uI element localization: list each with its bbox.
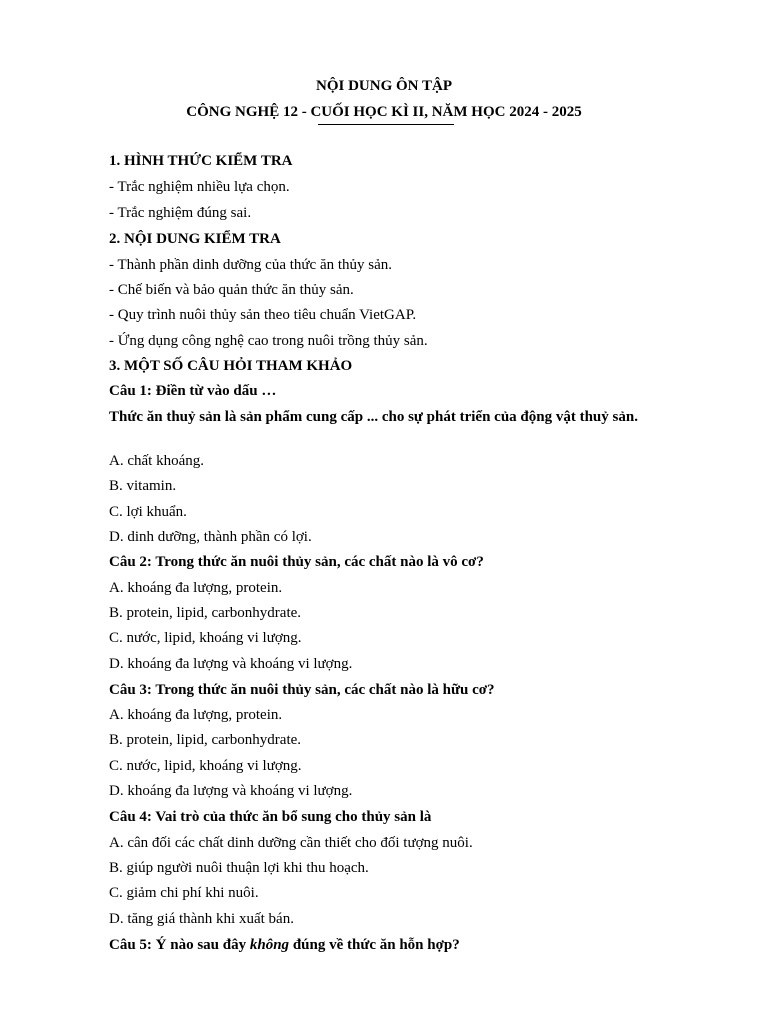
answer-option: A. cân đối các chất dinh dưỡng cần thiết cho đối tượng nuôi. [109,835,473,851]
section-heading-2: 2. NỘI DUNG KIỂM TRA [109,231,281,247]
answer-option: A. khoáng đa lượng, protein. [109,580,283,596]
list-item: - Thành phần dinh dưỡng của thức ăn thủy sản. [109,257,393,273]
question-1-title: Câu 1: Điền từ vào dấu … [109,383,277,399]
question-1-stem: Thức ăn thuỷ sản là sản phẩm cung cấp ... cho sự phát triển của động vật thuỷ sản. [109,409,638,425]
answer-option: C. nước, lipid, khoáng vi lượng. [109,630,302,646]
list-item: - Trắc nghiệm nhiều lựa chọn. [109,179,290,195]
answer-option: B. protein, lipid, carbonhydrate. [109,605,302,621]
answer-option: A. chất khoáng. [109,453,204,469]
list-item: - Quy trình nuôi thủy sản theo tiêu chuẩn VietGAP. [109,307,417,323]
list-item: - Chế biến và bảo quản thức ăn thủy sản. [109,282,354,298]
answer-option: B. vitamin. [109,478,177,494]
list-item: - Ứng dụng công nghệ cao trong nuôi trồng thủy sản. [109,333,428,349]
document-subtitle: CÔNG NGHỆ 12 - CUỐI HỌC KÌ II, NĂM HỌC 2024 - 2025 [186,104,582,120]
question-5-title [109,936,460,954]
answer-option: D. tăng giá thành khi xuất bán. [109,911,294,927]
question-3-title: Câu 3: Trong thức ăn nuôi thủy sản, các chất nào là hữu cơ? [109,682,495,698]
question-2-title: Câu 2: Trong thức ăn nuôi thủy sản, các chất nào là vô cơ? [109,554,484,570]
question-5-text-start: Câu 5: Ý nào sau đây [109,937,250,953]
question-4-title: Câu 4: Vai trò của thức ăn bổ sung cho thủy sản là [109,809,432,825]
question-5-emphasis: không [249,937,290,953]
answer-option: C. giảm chi phí khi nuôi. [109,885,259,901]
section-heading-3: 3. MỘT SỐ CÂU HỎI THAM KHẢO [109,358,353,374]
question-5-text-end: đúng về thức ăn hỗn hợp? [289,937,460,953]
answer-option: B. giúp người nuôi thuận lợi khi thu hoạch. [109,860,369,876]
section-heading-1: 1. HÌNH THỨC KIỂM TRA [109,153,293,169]
answer-option: B. protein, lipid, carbonhydrate. [109,732,302,748]
answer-option: C. nước, lipid, khoáng vi lượng. [109,758,302,774]
title-underline [318,124,454,125]
answer-option: D. dinh dưỡng, thành phần có lợi. [109,529,312,545]
answer-option: A. khoáng đa lượng, protein. [109,707,283,723]
answer-option: D. khoáng đa lượng và khoáng vi lượng. [109,656,353,672]
answer-option: C. lợi khuẩn. [109,504,187,520]
list-item: - Trắc nghiệm đúng sai. [109,205,252,221]
answer-option: D. khoáng đa lượng và khoáng vi lượng. [109,783,353,799]
document-title: NỘI DUNG ÔN TẬP [316,78,452,94]
